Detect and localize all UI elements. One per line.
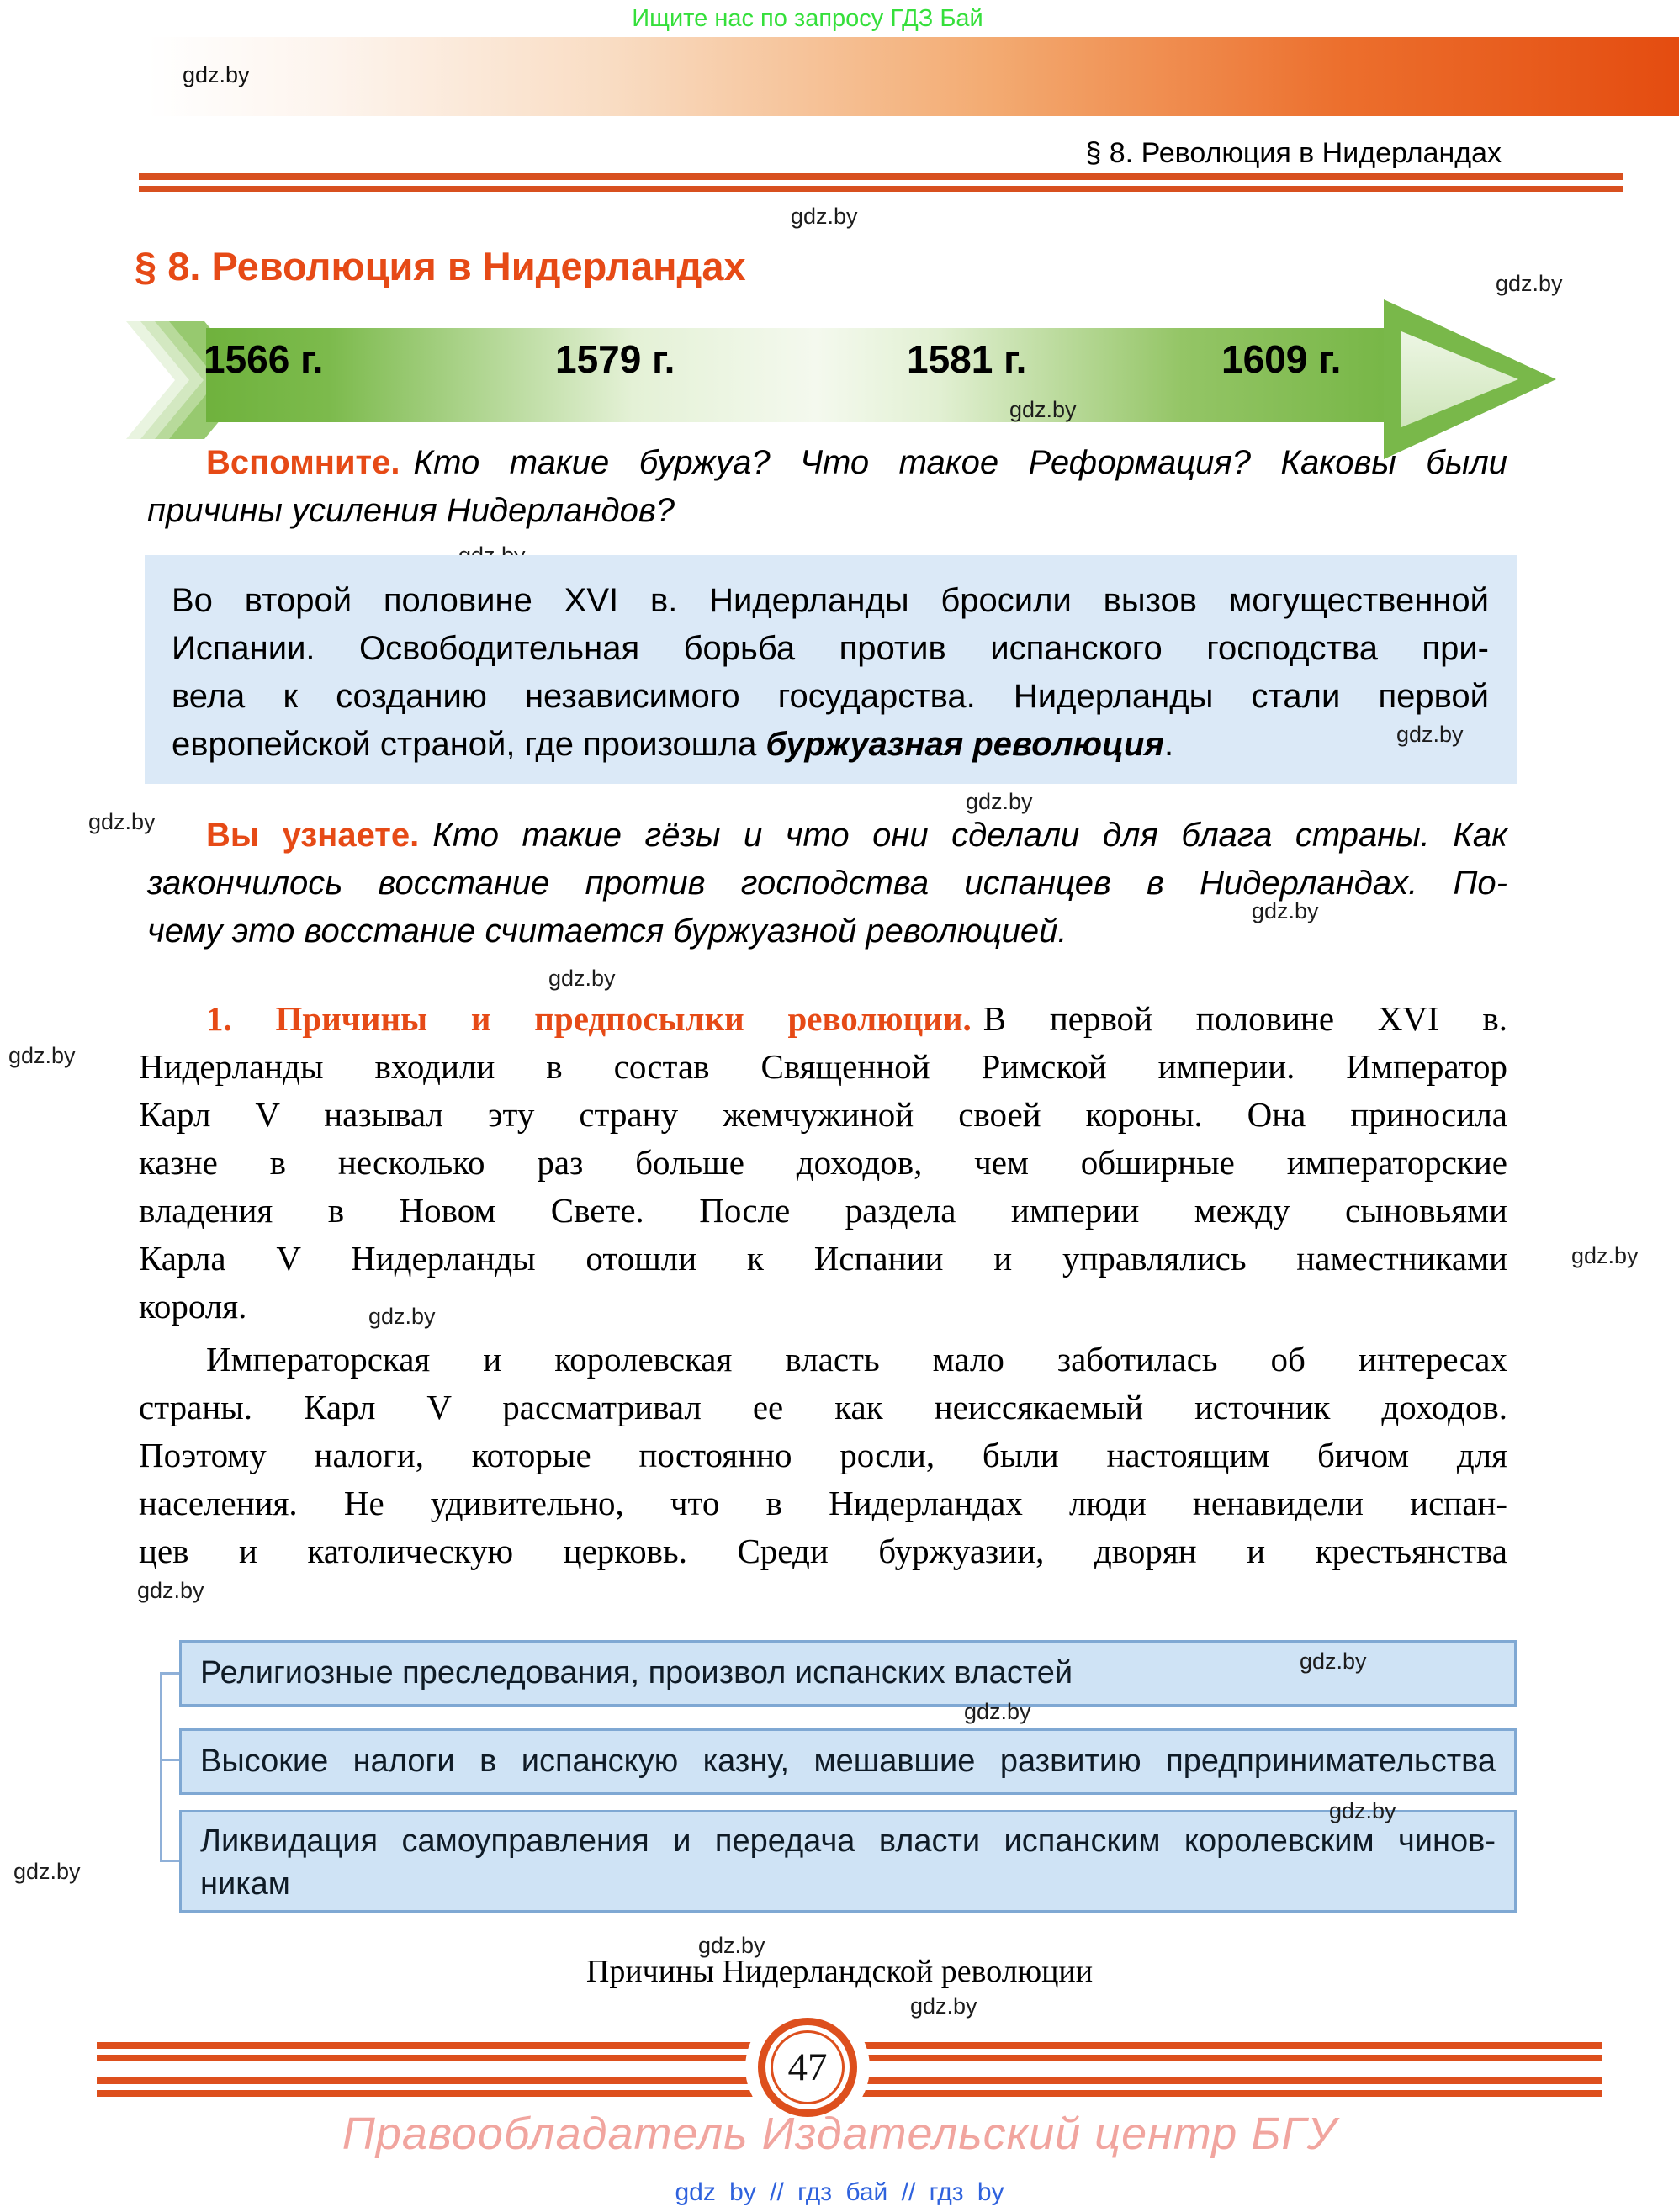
causes-bracket-stub-3 xyxy=(160,1860,181,1862)
page-number: 47 xyxy=(771,2030,845,2104)
site-brand-watermark: gdz.by xyxy=(183,62,250,87)
intro-line-3: вела к созданию независимого государства. Нидерланды стали первой xyxy=(172,678,1489,715)
recall-lead: Вспомните. xyxy=(206,444,400,481)
recall-line-1 xyxy=(147,439,1507,487)
cause-box-3 xyxy=(179,1810,1517,1913)
recall-text-1: Кто такие буржуа? Что такое Реформация? Каковы были xyxy=(413,444,1507,481)
causes-caption: Причины Нидерландской революции xyxy=(585,1954,1094,1989)
running-head: § 8. Революция в Нидерландах xyxy=(1085,137,1502,169)
cause-box-3-line-2: никам xyxy=(200,1866,290,1902)
gdz-watermark: gdz.by xyxy=(368,1304,436,1329)
section1-line-1 xyxy=(139,995,1507,1043)
section1-heading: 1. Причины и предпосылки революции. xyxy=(206,999,972,1038)
learn-text-1: Кто такие гёзы и что они сделали для блага страны. Как xyxy=(432,817,1507,854)
cause-box-1: Религиозные преследования, произвол испанских властей xyxy=(179,1640,1517,1707)
recall-line-2: причины усиления Нидерландов? xyxy=(147,492,675,529)
gdz-watermark: gdz.by xyxy=(1571,1243,1639,1268)
section1-line-6: Карла V Нидерланды отошли к Испании и управлялись наместниками xyxy=(139,1239,1507,1278)
intro-bold-term: буржуазная революция xyxy=(765,726,1164,763)
footer-links[interactable]: gdz by // гдз бай // гдз by xyxy=(675,2178,1004,2206)
gdz-watermark: gdz.by xyxy=(1329,1798,1396,1823)
header-rule-bottom xyxy=(139,186,1623,192)
intro-line-4-suffix: . xyxy=(1163,726,1174,763)
intro-line-2: Испании. Освободительная борьба против испанского господства при- xyxy=(172,630,1489,667)
promo-banner-text: Ищите нас по запросу ГДЗ Бай xyxy=(632,5,983,32)
para2-line-5: цев и католическую церковь. Среди буржуазии, дворян и крестьянства xyxy=(139,1532,1507,1570)
section1-line-4: казне в несколько раз больше доходов, чем обширные императорские xyxy=(139,1143,1507,1182)
para2-line-3: Поэтому налоги, которые постоянно росли, были настоящим бичом для xyxy=(139,1436,1507,1474)
cause-box-3-line-1: Ликвидация самоуправления и передача власти испанским королевским чинов- xyxy=(200,1823,1496,1859)
gdz-watermark: gdz.by xyxy=(13,1859,81,1884)
intro-line-4-prefix: европейской страной, где произошла xyxy=(172,726,766,763)
intro-line-1: Во второй половине XVI в. Нидерланды бросили вызов могущественной xyxy=(172,582,1489,619)
gdz-watermark: gdz.by xyxy=(698,1933,765,1958)
section1-text-1: В первой половине XVI в. xyxy=(983,999,1507,1038)
section1-line-5: владения в Новом Свете. После раздела империи между сыновьями xyxy=(139,1191,1507,1230)
section1-line-3: Карл V называл эту страну жемчужиной своей короны. Она приносила xyxy=(139,1095,1507,1134)
timeline-date-1581: 1581 г. xyxy=(907,337,1027,381)
section1-line-7: короля. xyxy=(139,1287,247,1326)
page-title: § 8. Революция в Нидерландах xyxy=(135,244,746,288)
para2-line-1: Императорская и королевская власть мало заботилась об интересах xyxy=(206,1340,1507,1379)
causes-bracket-line xyxy=(160,1672,162,1862)
learn-line-1 xyxy=(147,812,1507,860)
cause-box-2 xyxy=(179,1728,1517,1795)
gdz-watermark: gdz.by xyxy=(137,1578,204,1603)
gdz-watermark: gdz.by xyxy=(1300,1648,1367,1674)
timeline-date-1579: 1579 г. xyxy=(555,337,675,381)
para2-line-2: страны. Карл V рассматривал ее как неиссякаемый источник доходов. xyxy=(139,1388,1507,1426)
gdz-watermark: gdz.by xyxy=(791,204,858,229)
causes-bracket-stub-1 xyxy=(160,1672,181,1675)
gdz-watermark: gdz.by xyxy=(1252,898,1319,923)
gdz-watermark: gdz.by xyxy=(910,1993,977,2019)
gdz-watermark: gdz.by xyxy=(1396,722,1464,747)
header-gradient-bar xyxy=(147,37,1679,116)
gdz-watermark: gdz.by xyxy=(966,789,1033,814)
gdz-watermark: gdz.by xyxy=(1009,397,1077,422)
section1-line-2: Нидерланды входили в состав Священной Римской империи. Император xyxy=(139,1047,1507,1086)
gdz-watermark: gdz.by xyxy=(88,809,156,834)
gdz-watermark: gdz.by xyxy=(1496,271,1563,296)
causes-bracket-stub-2 xyxy=(160,1759,181,1761)
intro-summary-box xyxy=(145,555,1517,784)
cause-box-2-text: Высокие налоги в испанскую казну, мешавшие развитию предпринимательства xyxy=(200,1744,1496,1779)
learn-line-2: закончилось восстание против господства испанцев в Нидерландах. По- xyxy=(147,865,1507,902)
timeline-date-1566: 1566 г. xyxy=(204,337,324,381)
timeline-date-1609: 1609 г. xyxy=(1221,337,1342,381)
learn-line-3: чему это восстание считается буржуазной революцией. xyxy=(147,913,1067,950)
header-rule-top xyxy=(139,173,1623,180)
gdz-watermark: gdz.by xyxy=(548,966,616,991)
copyright-notice: Правообладатель Издательский центр БГУ xyxy=(342,2109,1337,2159)
intro-line-4 xyxy=(172,721,1489,769)
para2-line-4: населения. Не удивительно, что в Нидерландах люди ненавидели испан- xyxy=(139,1484,1507,1522)
gdz-watermark: gdz.by xyxy=(8,1043,76,1068)
gdz-watermark: gdz.by xyxy=(964,1699,1031,1724)
learn-lead: Вы узнаете. xyxy=(206,817,420,854)
